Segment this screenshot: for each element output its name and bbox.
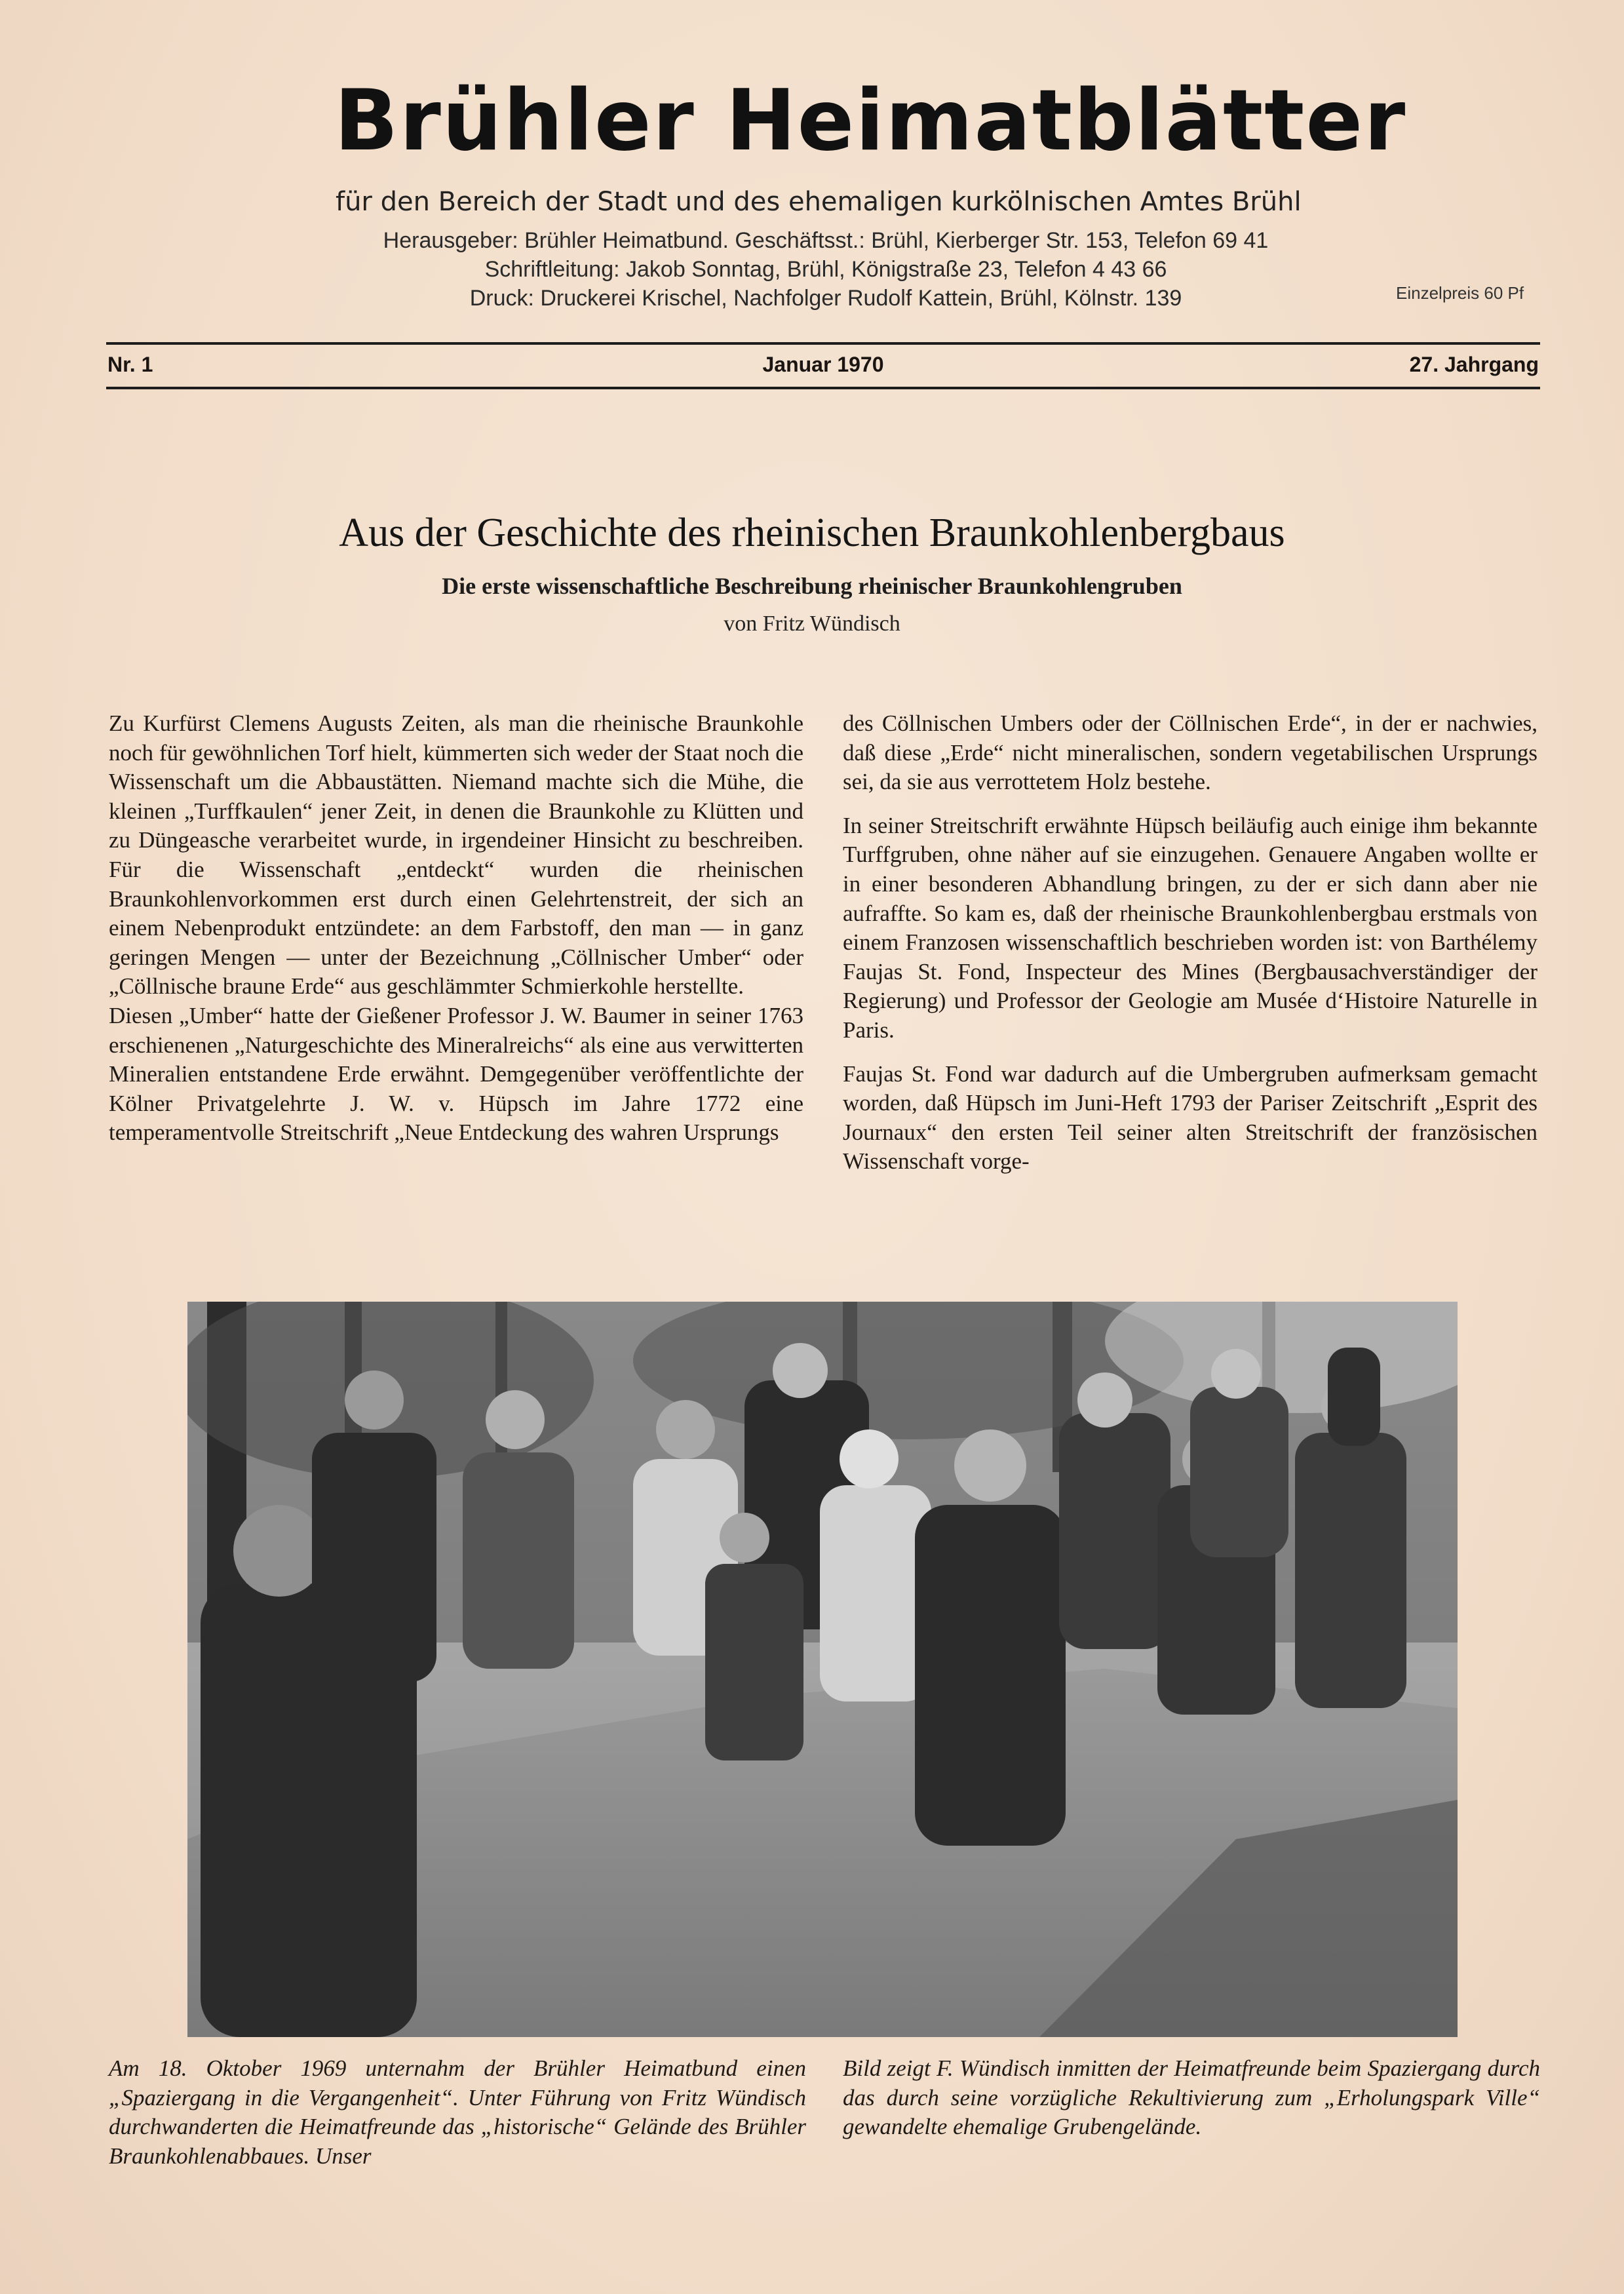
article-subheadline: Die erste wissenschaftliche Beschreibung rheinischer Braunkohlengruben <box>442 573 1182 599</box>
article-column-left <box>109 709 803 1148</box>
paragraph: In seiner Streitschrift erwähnte Hüpsch beiläufig auch einige ihm bekannte Turffgruben, ohne näher auf sie einzugehen. Genauere Angaben wollte er in einer besonderen Abhandlung bringen, zu der er sich dann aber nie aufraffte. So kam es, daß der rheinische Braunkohlenbergbau erstmals von einem Franzosen wissenschaftlich beschrieben worden ist: von Barthélemy Faujas St. Fond, Inspecteur des Mines (Bergbausachverständiger der Regierung) und Professor der Geologie am Musée d‘Histoire Naturelle in Paris. <box>843 812 1537 1043</box>
issue-date: Januar 1970 <box>762 353 884 376</box>
paragraph: Diesen „Umber“ hatte der Gießener Professor J. W. Baumer in seiner 1763 erschienenen „Naturgeschichte des Mineralreichs“ als eine aus verwitterten Mineralien entstandene Erde erwähnt. Demgegenüber veröffentlichte der Kölner Privatgelehrte J. W. v. Hüpsch im Jahre 1772 eine temperamentvolle Streitschrift „Neue Entdeckung des wahren Ursprungs <box>109 1002 803 1146</box>
photo-caption-left <box>109 2054 806 2171</box>
caption-text: Am 18. Oktober 1969 unternahm der Brühler Heimatbund einen „Spaziergang in die Vergangenheit“. Unter Führung von Fritz Wündisch durchwanderten die Heimatfreunde das „historische“ Gelände des Brühler Braunkohlenabbaues. Unser <box>109 2055 806 2169</box>
group-walk-photo <box>187 1302 1458 2037</box>
issue-volume: 27. Jahrgang <box>1409 353 1539 376</box>
editor-line: Schriftleitung: Jakob Sonntag, Brühl, Königstraße 23, Telefon 4 43 66 <box>484 257 1167 282</box>
article-column-right <box>843 709 1537 1176</box>
paragraph: des Cöllnischen Umbers oder der Cöllnischen Erde“, in der er nachwies, daß diese „Erde“ nicht mineralischen, sondern vegetabilischen Ursprungs sei, da sie aus verrottetem Holz bestehe. <box>843 710 1537 795</box>
photo-caption-right <box>843 2054 1540 2142</box>
issue-number: Nr. 1 <box>107 353 153 376</box>
printer-line: Druck: Druckerei Krischel, Nachfolger Rudolf Kattein, Brühl, Kölnstr. 139 <box>469 286 1182 311</box>
caption-text: Bild zeigt F. Wündisch inmitten der Heimatfreunde beim Spaziergang durch das durch seine vorzügliche Rekultivierung zum „Erholungspark Ville“ gewandelte ehemalige Grubengelände. <box>843 2055 1540 2140</box>
publisher-line: Herausgeber: Brühler Heimatbund. Geschäftsst.: Brühl, Kierberger Str. 153, Telefon 69 41 <box>383 228 1269 253</box>
article-byline: von Fritz Wündisch <box>724 612 900 636</box>
paragraph: Zu Kurfürst Clemens Augusts Zeiten, als man die rheinische Braunkohle noch für gewöhnlichen Torf hielt, kümmerten sich weder der Staat noch die Wissenschaft um die Abbaustätten. Niemand machte sich die Mühe, die kleinen „Turffkaulen“ jener Zeit, in denen die Braunkohle zu Klütten und zu Düngeasche verarbeitet wurde, in irgendeiner Hinsicht zu beschreiben. Für die Wissenschaft „entdeckt“ wurden die rheinischen Braunkohlenvorkommen erst durch einen Gelehrtenstreit, der sich an einem Nebenprodukt entzündete: an dem Farbstoff, den man — in ganz geringen Mengen — unter der Bezeichnung „Cöllnischer Umber“ oder „Cöllnische braune Erde“ aus geschlämmter Schmierkohle herstellte. <box>109 710 803 1000</box>
single-price: Einzelpreis 60 Pf <box>1396 283 1524 303</box>
publication-title: Brühler Heimatblätter <box>334 72 1407 170</box>
issue-bar <box>106 342 1540 389</box>
paragraph: Faujas St. Fond war dadurch auf die Umbergruben aufmerksam gemacht worden, daß Hüpsch im Juni-Heft 1793 der Pariser Zeitschrift „Esprit des Journaux“ den ersten Teil seiner alten Streitschrift der französischen Wissenschaft vorge- <box>843 1060 1537 1175</box>
publisher-info <box>334 226 1317 313</box>
publication-subtitle: für den Bereich der Stadt und des ehemaligen kurkölnischen Amtes Brühl <box>336 187 1302 217</box>
article-headline: Aus der Geschichte des rheinischen Braunkohlenbergbaus <box>339 511 1285 555</box>
